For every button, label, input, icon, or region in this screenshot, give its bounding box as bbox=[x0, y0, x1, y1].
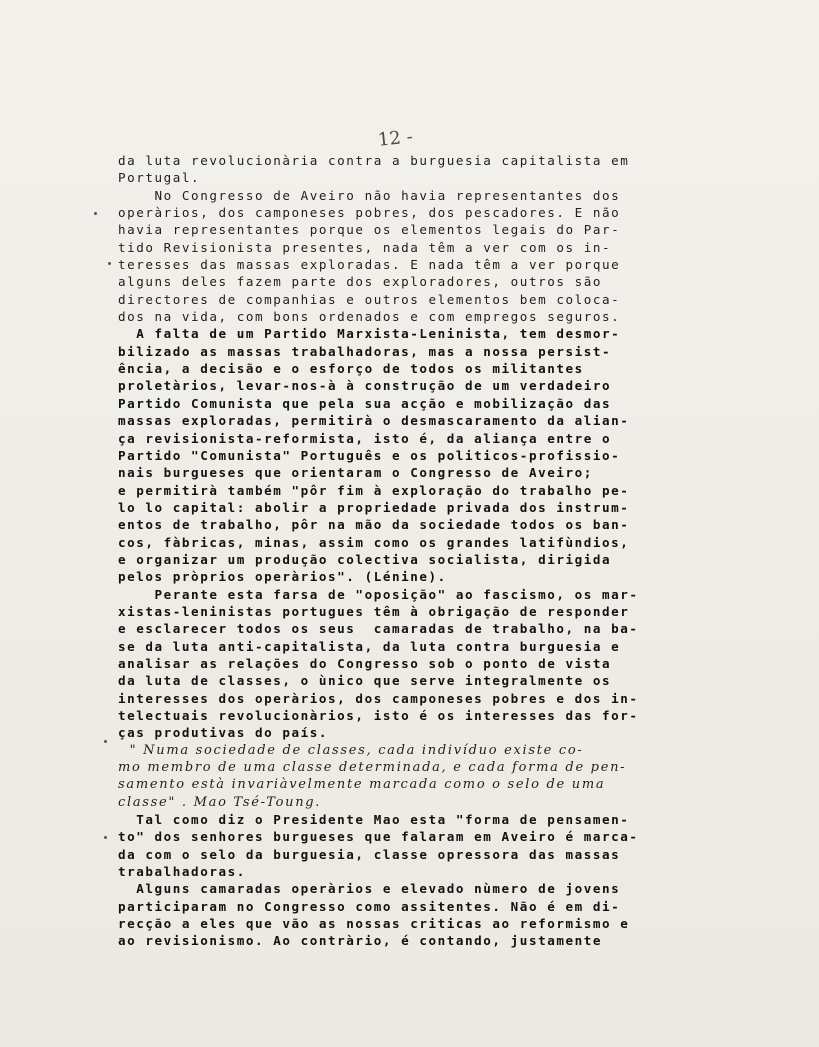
text-line: xistas-leninistas portugues têm à obrigação de responder bbox=[118, 603, 630, 619]
text-line: e organizar um produção colectiva socialista, dirigida bbox=[118, 551, 612, 567]
text-line: No Congresso de Aveiro não havia representantes dos bbox=[118, 187, 621, 203]
text-line: telectuais revolucionàrios, isto é os interesses das for- bbox=[118, 708, 639, 723]
text-line: samento està invariàvelmente marcada como o selo de uma bbox=[118, 777, 606, 793]
paragraph bbox=[118, 880, 694, 949]
text-line: pelos pròprios operàrios". (Lénine). bbox=[118, 569, 447, 585]
text-line: ça revisionista-reformista, isto é, da aliança entre o bbox=[118, 430, 612, 446]
text-line: directores de companhias e outros elementos bem coloca- bbox=[118, 291, 621, 307]
text-line: dos na vida, com bons ordenados e com empregos seguros. bbox=[118, 309, 621, 325]
text-line: " Numa sociedade de classes, cada indivíduo existe co- bbox=[118, 742, 584, 758]
text-line: participaram no Congresso como assitentes. Não é em di- bbox=[118, 898, 621, 914]
text-line: proletàrios, levar-nos-à à construção de um verdadeiro bbox=[118, 378, 612, 394]
text-line: ência, a decisão e o esforço de todos os militantes bbox=[118, 361, 584, 377]
paper-speck bbox=[94, 212, 97, 215]
paragraph bbox=[118, 325, 694, 585]
text-line: trabalhadoras. bbox=[118, 864, 246, 880]
paragraph bbox=[118, 811, 694, 880]
paragraph bbox=[118, 152, 694, 187]
text-line: e permitirà também "pôr fim à exploração do trabalho pe- bbox=[118, 482, 630, 498]
text-line: e esclarecer todos os seus camaradas de trabalho, na ba- bbox=[118, 621, 639, 637]
text-line: alguns deles fazem parte dos exploradores, outros são bbox=[118, 274, 602, 290]
text-line: teresses das massas exploradas. E nada têm a ver porque bbox=[118, 257, 621, 273]
text-line: lo lo capital: abolir a propriedade privada dos instrum- bbox=[118, 499, 630, 515]
text-line: da luta revolucionària contra a burguesia capitalista em bbox=[118, 153, 630, 168]
text-line: ao revisionismo. Ao contràrio, é contando, justamente bbox=[118, 933, 602, 949]
paper-speck bbox=[104, 836, 107, 839]
text-line: mo membro de uma classe determinada, e cada forma de pen- bbox=[118, 760, 627, 776]
text-line: cos, fàbricas, minas, assim como os grandes latifùndios, bbox=[118, 534, 630, 550]
text-line: da luta de classes, o ùnico que serve integralmente os bbox=[118, 673, 612, 689]
text-line: interesses dos operàrios, dos camponeses pobres e dos in- bbox=[118, 690, 639, 706]
text-line: A falta de um Partido Marxista-Leninista, tem desmor- bbox=[118, 326, 621, 342]
text-line: massas exploradas, permitirà o desmascaramento da alian- bbox=[118, 413, 630, 429]
paragraph bbox=[118, 187, 694, 326]
text-line: analisar as relações do Congresso sob o ponto de vista bbox=[118, 655, 612, 671]
text-line: Partido "Comunista" Português e os politicos-profissio- bbox=[118, 447, 621, 463]
text-line: entos de trabalho, pôr na mão da sociedade todos os ban- bbox=[118, 517, 630, 533]
text-line: Portugal. bbox=[118, 170, 201, 186]
text-line: nais burgueses que orientaram o Congresso de Aveiro; bbox=[118, 465, 593, 481]
text-line: ças produtivas do país. bbox=[118, 725, 329, 741]
text-line: operàrios, dos camponeses pobres, dos pescadores. E não bbox=[118, 205, 621, 221]
text-line: tido Revisionista presentes, nada têm a ver com os in- bbox=[118, 239, 612, 255]
paragraph bbox=[118, 742, 694, 811]
text-line: se da luta anti-capitalista, da luta contra burguesia e bbox=[118, 638, 621, 654]
text-line: recção a eles que vão as nossas criticas ao reformismo e bbox=[118, 916, 630, 932]
paragraph bbox=[118, 586, 694, 742]
text-line: Tal como diz o Presidente Mao esta "forma de pensamen- bbox=[118, 812, 630, 828]
page-number: 12 - bbox=[376, 126, 414, 151]
paper-speck bbox=[104, 740, 107, 743]
text-line: classe" . Mao Tsé-Toung. bbox=[118, 794, 322, 810]
body-text bbox=[118, 152, 694, 950]
text-line: da com o selo da burguesia, classe opressora das massas bbox=[118, 846, 621, 862]
text-line: to" dos senhores burgueses que falaram em Aveiro é marca- bbox=[118, 829, 639, 845]
text-line: Partido Comunista que pela sua acção e mobilização das bbox=[118, 395, 612, 411]
text-line: bilizado as massas trabalhadoras, mas a nossa persist- bbox=[118, 343, 612, 359]
paper-speck bbox=[108, 262, 111, 265]
text-line: havia representantes porque os elementos legais do Par- bbox=[118, 222, 621, 238]
text-line: Alguns camaradas operàrios e elevado nùmero de jovens bbox=[118, 881, 621, 897]
text-line: Perante esta farsa de "oposição" ao fascismo, os mar- bbox=[118, 586, 639, 602]
